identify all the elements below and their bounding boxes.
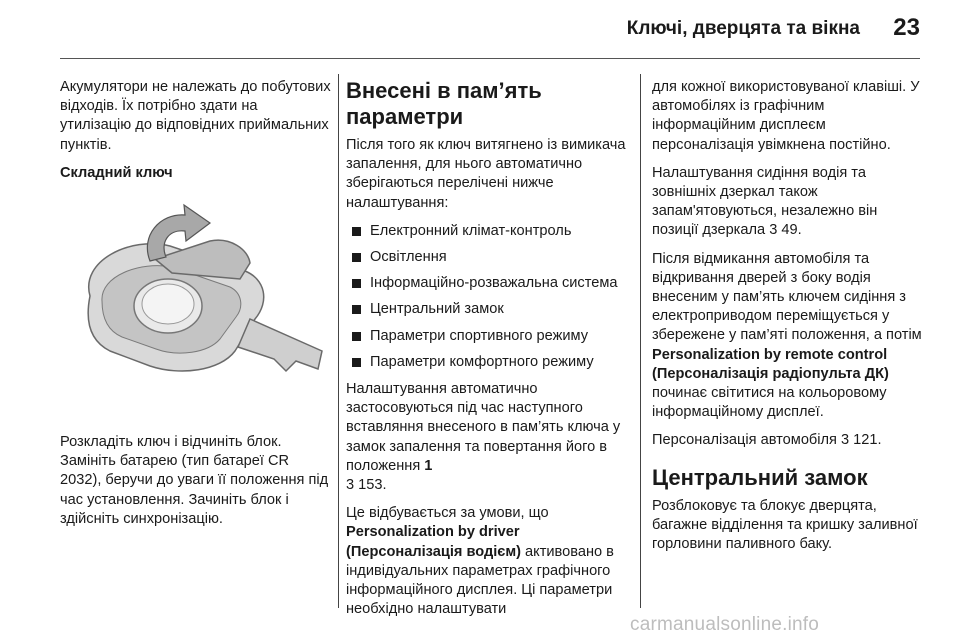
remote-personalization-text: Після відмикання автомобіля та відкривання дверей з боку водія внесеним у пам’ять ключем сидіння з електроприводом переміщується у збережене у пам’яті положення, а потім Personalization by remote control (Персоналізація радіопульта ДК) починає світитися на кольоровому інформаційному дисплеї. [652,250,922,421]
list-item: Електронний клімат-контроль [346,222,628,241]
bullet-square-icon [352,332,361,341]
central-locking-heading: Центральний замок [652,464,868,490]
page-reference: 3 153. [346,477,387,494]
stored-settings-heading: Внесені в пам’ять параметри [346,78,542,129]
bullet-square-icon [352,358,361,367]
column-divider-left [338,74,339,608]
bullet-square-icon [352,227,361,236]
list-item: Параметри спортивного режиму [346,327,628,346]
auto-apply-text: Налаштування автоматично застосовуються під час наступного вставляння внесеного в пам’ять ключа у замок запалення та повертання його в положення 1 3 153. [346,381,621,494]
stored-settings-intro: Після того як ключ витягнено із вимикача запалення, для нього автоматично зберігаються перелічені нижче налаштування: [346,137,626,211]
battery-disposal-text: Акумулятори не належать до побутових відходів. Їх потрібно здати на утилізацію до відповідних приймальних пунктів. [60,79,331,153]
column-left [60,78,332,538]
list-item: Інформаційно-розважальна система [346,274,628,293]
driver-personalization-text: Це відбувається за умови, що Personalization by driver (Персоналізація водієм) активовано в індивідуальних параметрах графічного інформаційного дисплея. Ці параметри необхідно налаштувати [346,505,614,618]
folding-key-illustration [60,201,328,411]
list-item: Освітлення [346,248,628,267]
column-middle [346,78,628,628]
continued-text: для кожної використовуваної клавіші. У автомобілях із графічним інформаційним дисплеєм персоналізація увімкнена постійно. [652,79,920,153]
folding-key-subheading: Складний ключ [60,164,173,181]
vehicle-personalization-reference: Персоналізація автомобіля 3 121. [652,432,882,449]
watermark: carmanualsonline.info [630,614,820,635]
header-rule [60,58,920,59]
stored-settings-list [346,222,628,372]
seat-mirror-text: Налаштування сидіння водія та зовнішніх дзеркал також запам'ятовуються, незалежно він позиції дзеркала 3 49. [652,164,878,239]
bullet-square-icon [352,305,361,314]
list-item: Параметри комфортного режиму [346,353,628,372]
bullet-square-icon [352,253,361,262]
column-divider-right [640,74,641,608]
battery-replacement-text: Розкладіть ключ і відчиніть блок. Замініть батарею (тип батареї CR 2032), беручи до уваги її положення під час установлення. Зачиніть блок і здійсніть синхронізацію. [60,434,329,527]
page-title: Ключі, дверцята та вікна [626,18,860,39]
list-item: Центральний замок [346,300,628,319]
central-locking-text: Розблоковує та блокує дверцята, багажне відділення та кришку заливної горловини паливного баку. [652,497,918,553]
bullet-square-icon [352,279,361,288]
column-right [652,78,927,563]
page-number: 23 [893,14,920,41]
